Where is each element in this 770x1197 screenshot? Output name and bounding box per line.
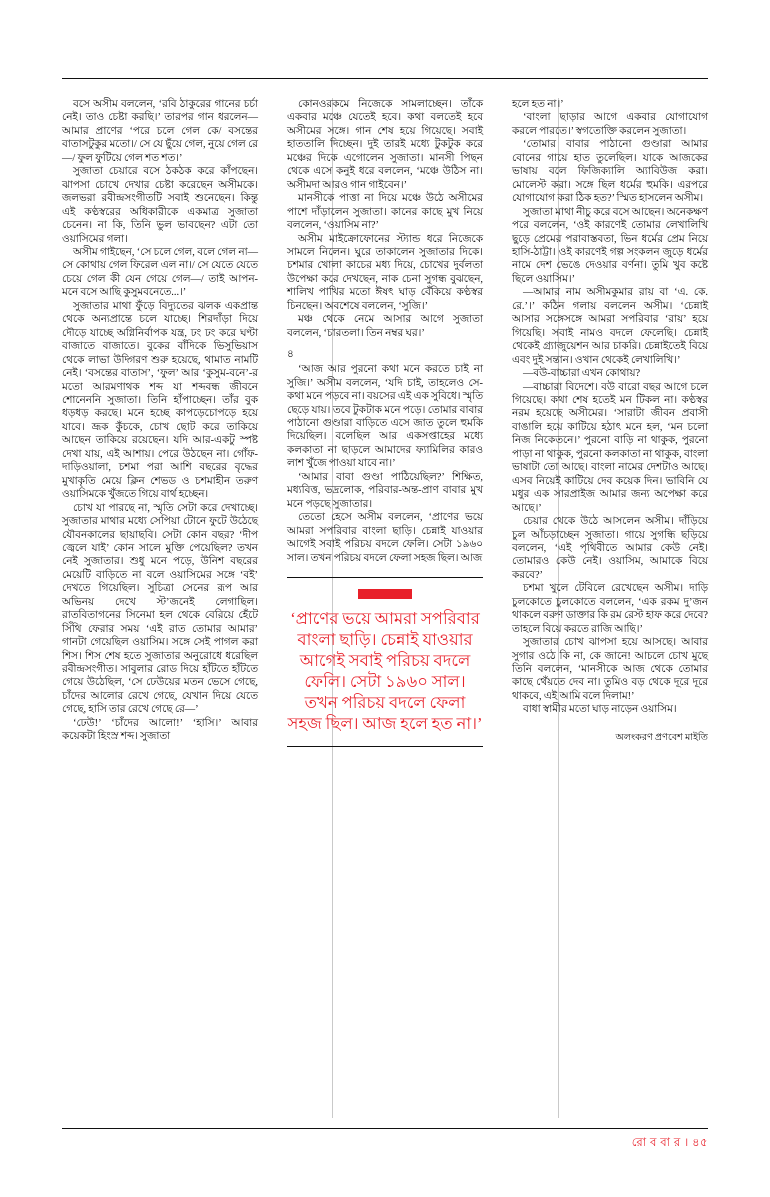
paragraph: অসীম মাইক্রোফোনের স্ট্যান্ড ধরে নিজেকে সামলে নিলেন। ঘুরে তাকালেন সুজাতার দিকে। চশমার খোলা কাচের মধ্য দিয়ে, চোখের দুর্বলতা উপেক্ষা করে দেখছেন, নাক চেনা সুগন্ধ বুঝছেন, শালিখ পাখির মতো ঈষৎ ঘাড় বেঁকিয়ে কণ্ঠস্বর চিনছেন। অবশেষে বললেন, ‘সুজি।’ (287, 233, 483, 312)
paragraph: বাধা স্বামীর মতো ঘাড় নাড়েন ওয়াসিম। (523, 704, 677, 716)
paragraph: —বউ-বাচ্চারা এখন কোথায়? (523, 368, 641, 380)
column-left (62, 98, 258, 1118)
paragraph: সুজাতার মাথা ফুঁড়ে বিদ্যুতের ঝলক একপ্রান্ত থেকে অন্যপ্রান্তে চলে যাচ্ছে। শিরদাঁড়া দিয়ে দৌড়ে যাচ্ছে অগ্নিনির্বাপক যন্ত্র, ঢং ঢং করে ঘণ্টা বাজাতে বাজাতে। বুকের বাঁদিকে ভিসুভিয়াস থেকে লাভা উদ্গিরণ শুরু হয়েছে, থামাত নামটি নেই। ‘বসন্তের বাতাস’, ‘ফুল’ আর ‘কুসুম-বনে’-র মতো আরমণাথক শব্দ যা শব্দবন্ধ জীবনে শোনেননি সুজাতা। তিনি হাঁপাচ্ছেন। তাঁর বুক ধড়ধড় করছে। মনে হচ্ছে কাপড়েচোপড়ে হয়ে যাবে। ভ্রূক কুঁচকে, চোখ ছোট করে তাকিয়ে আছেন তাকিয়ে রয়েছেন। যদি আর-একটু স্পষ্ট দেখা যায়, এই আশায়। পেরে উঠছেন না। গোঁফ-দাড়িওয়ালা, চশমা পরা আশি বছরের বৃদ্ধের মুখাকৃতি মেয়ে ক্লিন শেভড ও চশমাহীন তরুণ ওয়াসিমকে খুঁজতে গিয়ে বার্থ হচ্ছেন। (62, 300, 258, 501)
footer-separator: । (684, 1137, 689, 1149)
footer-divider (62, 1128, 708, 1129)
paragraph: কোনওরকমে নিজেকে সামলাচ্ছেন। তাঁকে একবার মঞ্চে যেতেই হবে। কথা বলতেই হবে অসীমের সঙ্গে। গান শেষ হয়ে গিয়েছে। সবাই হাততালি দিচ্ছেন। দুই তারই মধ্যে টুকটুক করে মঞ্চের দিকে এগোলেন সুজাতা। মানসী পিছন থেকে এসে কনুই ধরে বললেন, ‘মঞ্চে উঠিস না। অসীমদা আরও গান গাইবেন।’ (287, 99, 483, 191)
pullquote-text: ‘প্রাণের ভয়ে আমরা সপরিবার বাংলা ছাড়ি। চেন্নাই যাওয়ার আগেই সবাই পরিচয় বদলে ফেলি। সেটা ১৯৬০ সাল। তখন পরিচয় বদলে ফেলা সহজ ছিল। আজ হলে হত না।’ (287, 608, 483, 733)
paragraph: ‘বাংলা ছাড়ার আগে একবার যোগাযোগ করলে পারতে।’ স্বগতোক্তি করলেন সুজাতা। (512, 112, 708, 137)
paragraph: তেতো হেসে অসীম বললেন, ‘প্রাণের ভয়ে আমরা সপরিবার বাংলা ছাড়ি। চেন্নাই যাওয়ার আগেই সবাই পরিচয় বদলে ফেলি। সেটা ১৯৬০ সাল। তখন পরিচয় বদলে ফেলা সহজ ছিল। আজ (287, 512, 483, 564)
paragraph: সুজাতার চোখ ঝাপসা হয়ে আসছে। আবার সুগার ওঠে কি না, কে জানে! আচলে চোখ মুছে তিনি বললেন, ‘মানসীকে আজ থেকে তোমার কাছে থেঁয়তে দেব না। তুমিও বড় থেকে দূরে দূরে থাকবে, এই আমি বলে দিলাম!’ (512, 637, 708, 702)
section-number: ৪ (287, 349, 294, 361)
article-columns (62, 98, 708, 1118)
pullquote-red-bar (358, 589, 412, 599)
paragraph: বসে অসীম বললেন, ‘রবি ঠাকুরের গানের চর্চা নেই। তাও চেষ্টা করছি।’ তারপর গান ধরলেন— আমার প্রাণের ‘পরে চলে গেল কে/ বসন্তের বাতাসটুকুর মতো।/ সে যে ছুঁয়ে গেল, নুয়ে গেল রে—/ ফুল ফুটিয়ে গেল শত শত।’ (62, 99, 258, 164)
paragraph: হলে হত না।’ (512, 99, 564, 110)
paragraph: ‘ঢেউ!’ ‘চাঁদের আলো!’ ‘হাসি।’ আবার কয়েকটা হিংস্র শব্দ। সুজাতা (62, 717, 258, 743)
top-divider (62, 78, 708, 79)
page-footer (632, 1134, 708, 1153)
paragraph: অসীম গাইছেন, ‘সে চলে গেল, বলে গেল না— সে কোথায় গেল ফিরেল এল না।/ সে যেতে যেতে চেয়ে গেল কী যেন গেয়ে গেল—/ তাই আপন-মনে বসে আছি কুসুমবনেতে...।’ (62, 246, 258, 299)
paragraph: সুজাতা মাথা নীচু করে বসে আছেন। অনেকক্ষণ পরে বললেন, ‘ওই কারণেই তোমার লেখালিখি ছুড়ে প্রেমের পরাবাস্তবতা, ভিন ধর্মের প্রেম নিয়ে হাসি-ঠাট্টা। ওই কারণেই গল্প সংকলন জুড়ে ধর্মের নামে দেশ ভেঙে দেওয়ার বর্ণনা। তুমি খুব কষ্টে ছিলে ওয়াসিম।’ (512, 206, 708, 285)
paragraph: —বাচ্চারা বিদেশে। বউ বারো বছর আগে চলে গিয়েছে। কথা শেষ হতেই মন টিকল না। কণ্ঠস্বর নরম হয়েছে অসীমের। ‘সারাটা জীবন প্রবাসী বাঙালি হয়ে কাটিয়ে হঠাৎ মনে হল, ‘মন চলো নিজ নিকেতনে।’ পুরনো বাড়ি না থাকুক, পুরনো পাড়া না থাকুক, পুরনো কলকাতা না থাকুক, বাংলা ভাষাটা তো আছে। বাংলা নামের দেশটাও আছে। এসব নিয়েই কাটিয়ে দেব কয়েক দিন। ভাবিনি যে মধুর এক সারপ্রাইজ আমার জন্য অপেক্ষা করে আছে।’ (512, 381, 708, 514)
column-right (512, 98, 708, 1118)
paragraph: চশমা খুলে টেবিলে রেখেছেন অসীম। দাড়ি চুলকোতে চুলকোতে বললেন, ‘এক রকম দু’জন থাকলে বরুণ ডাক্তার কি রম রেস্ট হাফ করে দেবে? তাহলে বিয়ে করতে রাজি আছি।’ (512, 583, 708, 635)
paragraph: ‘আমার বাবা গুণ্ডা পাঠিয়েছিল?’ শিক্ষিত, মধ্যবিত্ত, ভদ্রলোক, পরিবার-অন্ত-প্রাণ বাবার মুখ মনে পড়ছে সুজাতার। (287, 471, 483, 510)
page-number: ৪৫ (692, 1137, 708, 1149)
paragraph: মঞ্চ থেকে নেমে আসার আগে সুজাতা বললেন, ‘চারতলা। তিন নম্বর ঘর।’ (287, 314, 483, 339)
pullquote-rule-bottom (287, 746, 483, 747)
paragraph: ‘আজ আর পুরনো কথা মনে করতে চাই না সুজি।’ অসীম বললেন, ‘যদি চাই, তাহলেও সে-কথা মনে পড়বে না। বয়সের এই এক সুবিধে। স্মৃতি ছেড়ে যায়। তবে টুকটাক মনে পড়ে। তোমার বাবার পাঠানো গুণ্ডারা বাড়িতে এসে জাত তুলে হুমকি দিয়েছিল। বলেছিল আর একসপ্তাহের মধ্যে কলকাতা না ছাড়লে আমাদের ফ্যামিলির কারও লাশ খুঁজে পাওয়া যাবে না।’ (287, 364, 483, 470)
paragraph: ‘তোমার বাবার পাঠানো গুণ্ডারা আমার বোনের গায়ে হাত তুলেছিল। যাকে আজকের ভাষায় বলে ফিজিক্যালি অ্যাবিউজ করা। মোলেস্ট করা। সঙ্গে ছিল ধর্মের হুমকি। এরপরে যোগাযোগ করা ঠিক হত?’ স্মিত হাসলেন অসীম। (512, 139, 708, 205)
paragraph: মানসীকে পাত্তা না দিয়ে মঞ্চে উঠে অসীমের পাশে দাঁড়ালেন সুজাতা। কানের কাছে মুখ নিয়ে বললেন, ‘ওয়াসিম না?’ (287, 193, 483, 232)
pullquote-rule-top (287, 577, 483, 578)
paragraph: —আমার নাম অসীমকুমার রায় বা ‘এ. কে. রে.’।’ কঠিন গলায় বললেন অসীম। ‘চেন্নাই আসার সঙ্গেসঙ্গে আমরা সপরিবার ‘রায়’ হয়ে গিয়েছি। সবাই নামও বদলে ফেলেছি। চেন্নাই থেকেই গ্র্যাজুয়েশন আর চাকরি। চেন্নাইতেই বিয়ে এবং দুই সন্তান। ওখান থেকেই লেখালিখি।’ (512, 287, 708, 366)
column-middle (287, 98, 483, 1118)
paragraph: চোখ যা পারছে না, স্মৃতি সেটা করে দেখাচ্ছে। সুজাতার মাথার মধ্যে সেপিয়া টোনে ফুটে উঠেছে যৌবনকালের ছায়াছবি। সেটা কোন বছর? ‘দীপ জ্বেলে যাই’ কোন সালে মুক্তি পেয়েছিল? তখন নেই সুজাতার। শুধু মনে পড়ে, উনিশ বছরের মেয়েটি বাড়িতে না বলে ওয়াসিমের সঙ্গে ‘বই’ দেখতে গিয়েছিল। সুচিত্রা সেনের রূপ আর অভিনয় দেখে স্ট’জনেই লেগাছিল। রাতবিতাগনের সিনেমা হল থেকে বেরিয়ে হেঁটে সিঁথি ফেরার সময় ‘এই রাত তোমার আমার’ গানটা গেয়েছিল ওয়াসিম। সঙ্গে সেই পাগল করা শিস। শিস শেষ হতে সুজাতার অনুরোধে ধরেছিল রবীন্দ্রসংগীত। সাবুলার রোড দিয়ে হাঁটতে হাঁটতে গেয়ে উঠেছিল, ‘সে ঢেউয়ের মতন ভেসে গেছে, চাঁদের আলোর রেখে গেছে, যেখান দিয়ে যেতে গেছে, হাসি তার রেখে গেছে রে—’ (62, 502, 258, 716)
paragraph: চেয়ার থেকে উঠে আসলেন অসীম। দাঁড়িয়ে চুল আঁচড়াচ্ছেন সুজাতা। গায়ে সুগন্ধি ছড়িয়ে বললেন, ‘এই পৃথিবীতে আমার কেউ নেই। তোমারও কেউ নেই। ওয়াসিম, আমাকে বিয়ে করবে?’ (512, 516, 708, 581)
pullquote-block (287, 577, 483, 747)
illustration-credit: অলংকরণ প্রণবেশ মাইতি (615, 731, 708, 743)
paragraph: সুজাতা চেয়ারে বসে ঠকঠক করে কাঁপছেন। ঝাপসা চোখে দেখার চেষ্টা করেছেন অসীমকে। জলভরা রবীন্দ্রসংগীতটি সবাই শুনেছেন। কিন্তু এই কণ্ঠস্বরের অধিকারীকে একমাত্র সুজাতা চেনেন। না কি, তিনি ভুল ভাবছেন? এটা তো ওয়াসিমের গলা। (62, 166, 258, 245)
magazine-name: রো ব বা র (631, 1137, 681, 1149)
